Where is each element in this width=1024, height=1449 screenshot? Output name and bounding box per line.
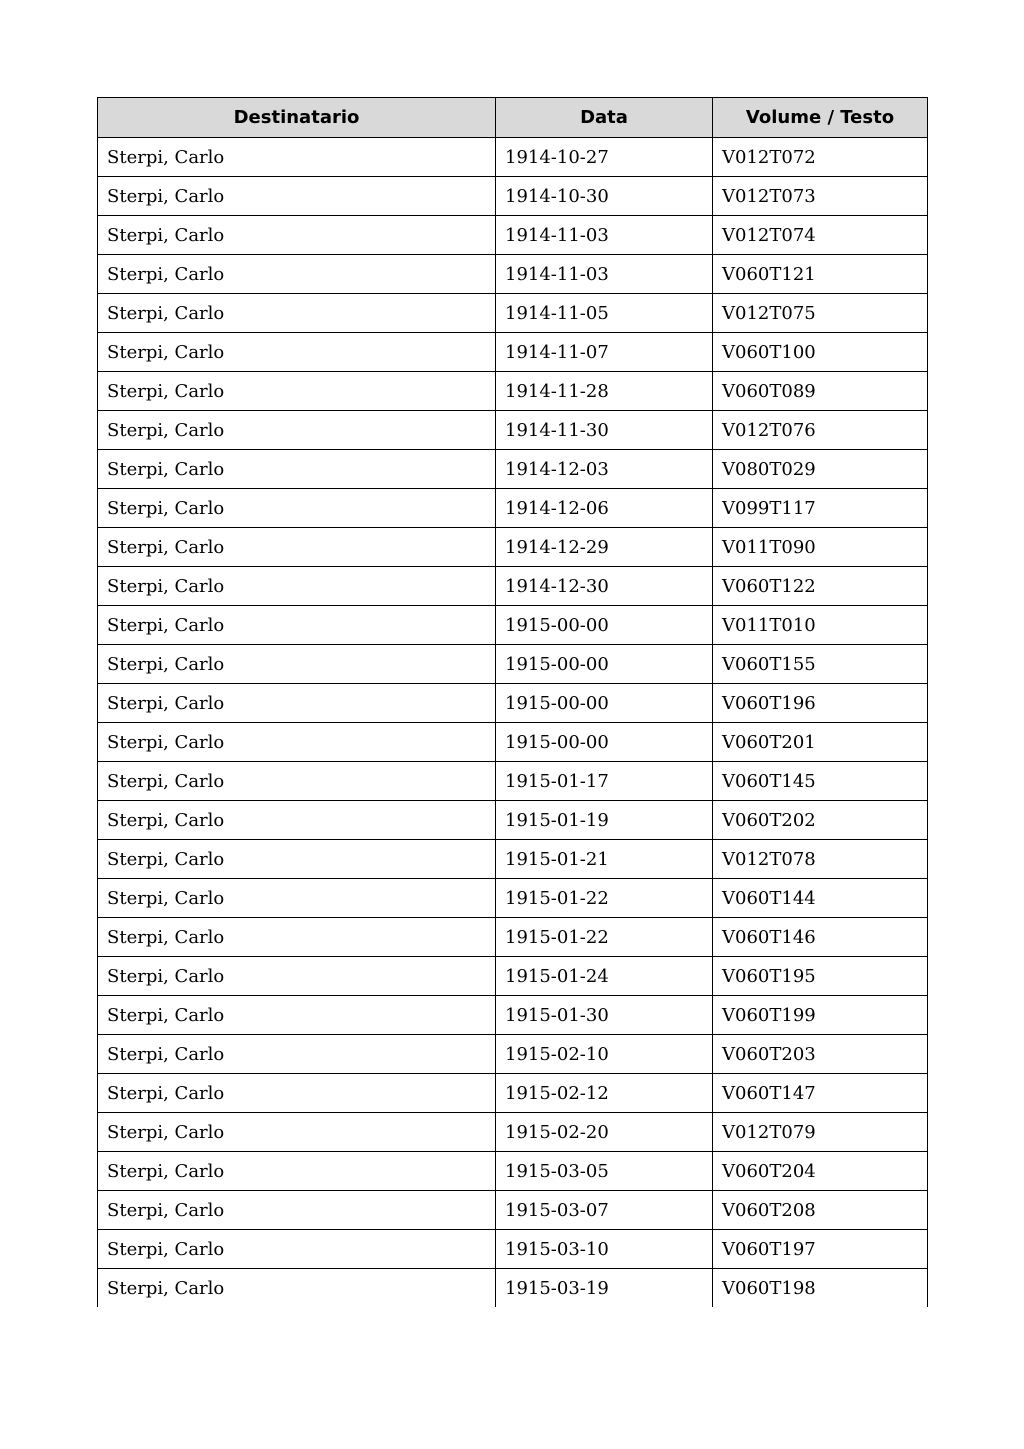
volume-text-cell: V060T195 xyxy=(713,957,928,996)
volume-text-cell: V060T121 xyxy=(713,255,928,294)
recipient-cell: Sterpi, Carlo xyxy=(98,1113,496,1152)
table-body xyxy=(98,138,928,1308)
table-row xyxy=(98,216,928,255)
volume-text-cell: V060T144 xyxy=(713,879,928,918)
table-row xyxy=(98,1113,928,1152)
volume-text-cell: V060T147 xyxy=(713,1074,928,1113)
date-cell: 1915-01-22 xyxy=(496,879,713,918)
volume-text-cell: V012T079 xyxy=(713,1113,928,1152)
table-row xyxy=(98,528,928,567)
table-row xyxy=(98,645,928,684)
table-row xyxy=(98,1269,928,1308)
date-cell: 1915-03-07 xyxy=(496,1191,713,1230)
date-cell: 1915-03-10 xyxy=(496,1230,713,1269)
date-cell: 1914-11-03 xyxy=(496,216,713,255)
date-cell: 1915-00-00 xyxy=(496,723,713,762)
volume-text-cell: V060T146 xyxy=(713,918,928,957)
volume-text-cell: V060T208 xyxy=(713,1191,928,1230)
date-cell: 1914-12-29 xyxy=(496,528,713,567)
table-row xyxy=(98,255,928,294)
header-destinatario: Destinatario xyxy=(98,98,496,138)
date-cell: 1915-02-12 xyxy=(496,1074,713,1113)
date-cell: 1915-01-30 xyxy=(496,996,713,1035)
header-data: Data xyxy=(496,98,713,138)
table-header-row xyxy=(98,98,928,138)
table-row xyxy=(98,372,928,411)
recipient-cell: Sterpi, Carlo xyxy=(98,255,496,294)
table-row xyxy=(98,177,928,216)
date-cell: 1915-01-21 xyxy=(496,840,713,879)
volume-text-cell: V060T145 xyxy=(713,762,928,801)
table-row xyxy=(98,840,928,879)
table-row xyxy=(98,1035,928,1074)
recipient-cell: Sterpi, Carlo xyxy=(98,1152,496,1191)
table-row xyxy=(98,1191,928,1230)
table-row xyxy=(98,1074,928,1113)
volume-text-cell: V012T075 xyxy=(713,294,928,333)
recipient-cell: Sterpi, Carlo xyxy=(98,450,496,489)
recipient-cell: Sterpi, Carlo xyxy=(98,372,496,411)
date-cell: 1915-00-00 xyxy=(496,606,713,645)
volume-text-cell: V060T202 xyxy=(713,801,928,840)
date-cell: 1914-11-05 xyxy=(496,294,713,333)
volume-text-cell: V012T073 xyxy=(713,177,928,216)
date-cell: 1915-01-19 xyxy=(496,801,713,840)
recipient-cell: Sterpi, Carlo xyxy=(98,957,496,996)
volume-text-cell: V099T117 xyxy=(713,489,928,528)
date-cell: 1915-01-24 xyxy=(496,957,713,996)
table-row xyxy=(98,879,928,918)
date-cell: 1914-11-03 xyxy=(496,255,713,294)
recipient-cell: Sterpi, Carlo xyxy=(98,333,496,372)
header-volume-testo: Volume / Testo xyxy=(713,98,928,138)
table-row xyxy=(98,606,928,645)
recipient-cell: Sterpi, Carlo xyxy=(98,294,496,333)
recipient-cell: Sterpi, Carlo xyxy=(98,879,496,918)
table-row xyxy=(98,294,928,333)
recipient-cell: Sterpi, Carlo xyxy=(98,138,496,177)
recipient-cell: Sterpi, Carlo xyxy=(98,684,496,723)
table-row xyxy=(98,1230,928,1269)
letters-table xyxy=(97,97,928,1307)
recipient-cell: Sterpi, Carlo xyxy=(98,489,496,528)
recipient-cell: Sterpi, Carlo xyxy=(98,645,496,684)
recipient-cell: Sterpi, Carlo xyxy=(98,606,496,645)
recipient-cell: Sterpi, Carlo xyxy=(98,801,496,840)
volume-text-cell: V060T155 xyxy=(713,645,928,684)
volume-text-cell: V080T029 xyxy=(713,450,928,489)
date-cell: 1915-00-00 xyxy=(496,684,713,723)
recipient-cell: Sterpi, Carlo xyxy=(98,996,496,1035)
recipient-cell: Sterpi, Carlo xyxy=(98,177,496,216)
date-cell: 1915-02-20 xyxy=(496,1113,713,1152)
recipient-cell: Sterpi, Carlo xyxy=(98,567,496,606)
date-cell: 1914-12-06 xyxy=(496,489,713,528)
volume-text-cell: V060T122 xyxy=(713,567,928,606)
table-row xyxy=(98,333,928,372)
table-row xyxy=(98,684,928,723)
table-row xyxy=(98,489,928,528)
volume-text-cell: V060T198 xyxy=(713,1269,928,1308)
date-cell: 1915-01-17 xyxy=(496,762,713,801)
volume-text-cell: V060T201 xyxy=(713,723,928,762)
table-row xyxy=(98,996,928,1035)
date-cell: 1914-11-07 xyxy=(496,333,713,372)
table-row xyxy=(98,762,928,801)
recipient-cell: Sterpi, Carlo xyxy=(98,216,496,255)
volume-text-cell: V012T078 xyxy=(713,840,928,879)
table-row xyxy=(98,1152,928,1191)
date-cell: 1915-01-22 xyxy=(496,918,713,957)
volume-text-cell: V060T204 xyxy=(713,1152,928,1191)
table-row xyxy=(98,957,928,996)
recipient-cell: Sterpi, Carlo xyxy=(98,411,496,450)
recipient-cell: Sterpi, Carlo xyxy=(98,1191,496,1230)
table-row xyxy=(98,801,928,840)
table-row xyxy=(98,411,928,450)
recipient-cell: Sterpi, Carlo xyxy=(98,1269,496,1308)
volume-text-cell: V060T197 xyxy=(713,1230,928,1269)
date-cell: 1914-11-30 xyxy=(496,411,713,450)
date-cell: 1914-10-27 xyxy=(496,138,713,177)
date-cell: 1915-02-10 xyxy=(496,1035,713,1074)
recipient-cell: Sterpi, Carlo xyxy=(98,528,496,567)
date-cell: 1914-11-28 xyxy=(496,372,713,411)
date-cell: 1915-00-00 xyxy=(496,645,713,684)
volume-text-cell: V060T196 xyxy=(713,684,928,723)
volume-text-cell: V060T089 xyxy=(713,372,928,411)
table-row xyxy=(98,918,928,957)
volume-text-cell: V060T203 xyxy=(713,1035,928,1074)
recipient-cell: Sterpi, Carlo xyxy=(98,1074,496,1113)
recipient-cell: Sterpi, Carlo xyxy=(98,762,496,801)
table-row xyxy=(98,567,928,606)
date-cell: 1915-03-05 xyxy=(496,1152,713,1191)
volume-text-cell: V012T072 xyxy=(713,138,928,177)
table-row xyxy=(98,723,928,762)
volume-text-cell: V011T010 xyxy=(713,606,928,645)
volume-text-cell: V011T090 xyxy=(713,528,928,567)
recipient-cell: Sterpi, Carlo xyxy=(98,1230,496,1269)
volume-text-cell: V012T076 xyxy=(713,411,928,450)
volume-text-cell: V060T199 xyxy=(713,996,928,1035)
table-row xyxy=(98,450,928,489)
table-row xyxy=(98,138,928,177)
date-cell: 1914-10-30 xyxy=(496,177,713,216)
date-cell: 1915-03-19 xyxy=(496,1269,713,1308)
date-cell: 1914-12-30 xyxy=(496,567,713,606)
volume-text-cell: V012T074 xyxy=(713,216,928,255)
recipient-cell: Sterpi, Carlo xyxy=(98,723,496,762)
recipient-cell: Sterpi, Carlo xyxy=(98,918,496,957)
volume-text-cell: V060T100 xyxy=(713,333,928,372)
recipient-cell: Sterpi, Carlo xyxy=(98,1035,496,1074)
recipient-cell: Sterpi, Carlo xyxy=(98,840,496,879)
date-cell: 1914-12-03 xyxy=(496,450,713,489)
